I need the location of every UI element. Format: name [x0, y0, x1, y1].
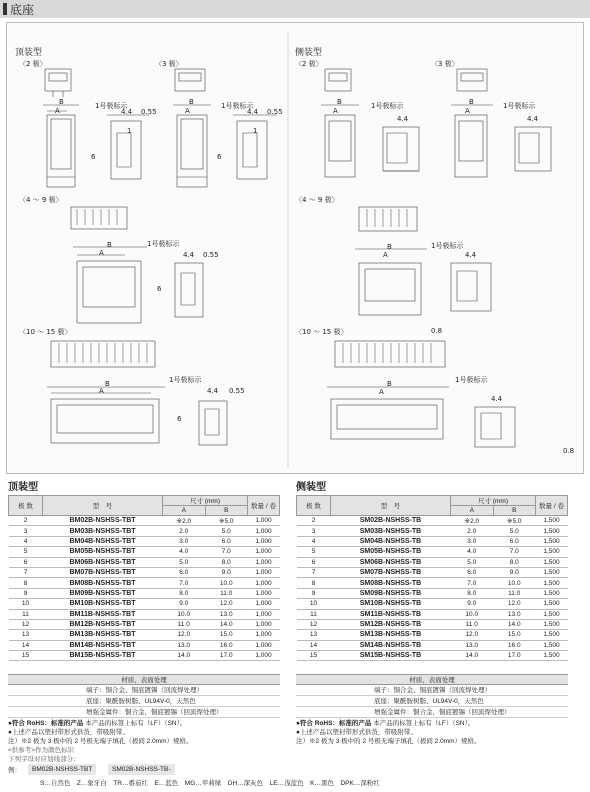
dim-a-label: A [99, 387, 104, 395]
dim-b-cell: 10.0 [205, 578, 248, 588]
dim-a-cell: 10.0 [451, 609, 494, 619]
color-code-list: S…自然色 Z…象牙白 TR…番茄红 E…蓝色 MG…苹莉绿 DH…深灰色 LE…浅蓝色 K…黑色 DPK…深粉红 [40, 780, 380, 787]
dim-b-cell: 8.0 [205, 557, 248, 567]
dim-b-cell: 17.0 [493, 651, 536, 661]
dim-b-cell: 5.0 [205, 526, 248, 536]
qty-cell: 1,000 [248, 578, 280, 588]
poles-cell: 5 [297, 547, 331, 557]
material-terminal: 端子：铜合金、铜底镀锡（回流焊处理） [296, 685, 568, 696]
qty-cell: 1,500 [536, 557, 568, 567]
col-model-header: 型 号 [43, 496, 163, 516]
side-4-9pole-label: 〈4 ～ 9 极〉 [295, 196, 339, 204]
qty-cell: 1,500 [536, 547, 568, 557]
table-row [297, 536, 568, 546]
dim-1-label: 1 [253, 127, 258, 135]
dim-b-label: B [105, 380, 110, 388]
qty-cell: 1,000 [248, 651, 280, 661]
dim-a-cell: 6.0 [163, 567, 206, 577]
material-reinforce: 增强金属件：铜合金，铜底镀锡（回流焊处理） [8, 707, 280, 718]
top-10-15pole-label: 〈10 ～ 15 极〉 [19, 328, 72, 336]
model-cell: BM13B-NSHSS-TBT [43, 630, 163, 640]
dim-b-cell: 12.0 [205, 599, 248, 609]
qty-cell: 1,500 [536, 630, 568, 640]
dim-b-label: B [387, 380, 392, 388]
dim-b-label: B [337, 98, 342, 106]
dim-b-cell: 14.0 [205, 619, 248, 629]
table-row [297, 516, 568, 526]
poles-cell: 6 [9, 557, 43, 567]
model-cell: BM02B-NSHSS-TBT [43, 516, 163, 526]
dim-b-label: B [469, 98, 474, 106]
dim-a-cell: 12.0 [163, 630, 206, 640]
side-mount-spec-table [296, 495, 568, 661]
tape-note: ●上述产品以塑封带形式供货，带吸附带。 [296, 729, 417, 736]
top-mount-table-title: 顶装型 [8, 482, 38, 493]
dim-6-label: 6 [177, 415, 182, 423]
dim-6-label: 6 [217, 153, 222, 161]
side-mount-table-title: 侧装型 [296, 482, 326, 493]
qty-cell: 1,500 [536, 588, 568, 598]
col-size-header: 尺寸 (mm) [163, 496, 248, 506]
model-cell: BM04B-NSHSS-TBT [43, 536, 163, 546]
dim-4-4-label: 4.4 [465, 251, 477, 259]
col-poles-header: 极 数 [9, 496, 43, 516]
color-ref-desc: 下列字母对应划线部分： [8, 756, 80, 763]
table-row [297, 599, 568, 609]
dim-4-4-label: 4.4 [207, 387, 219, 395]
qty-cell: 1,500 [536, 567, 568, 577]
model-cell: SM08B-NSHSS-TB [331, 578, 451, 588]
poles-cell: 8 [297, 578, 331, 588]
pin1-mark-label: 1号极标示 [169, 376, 202, 384]
dim-b-cell: 9.0 [205, 567, 248, 577]
model-cell: BM10B-NSHSS-TBT [43, 599, 163, 609]
qty-cell: 1,500 [536, 599, 568, 609]
poles-cell: 9 [9, 588, 43, 598]
model-cell: SM12B-NSHSS-TB [331, 619, 451, 629]
dim-a-cell: 4.0 [163, 547, 206, 557]
qty-cell: 1,500 [536, 651, 568, 661]
qty-cell: 1,000 [248, 599, 280, 609]
table-row [9, 640, 280, 650]
poles-cell: 11 [9, 609, 43, 619]
qty-cell: 1,000 [248, 588, 280, 598]
poles-cell: 12 [297, 619, 331, 629]
page-header [0, 0, 590, 18]
dim-b-cell: 15.0 [205, 630, 248, 640]
dim-b-cell: 17.0 [205, 651, 248, 661]
pin1-mark-label: 1号极标示 [221, 102, 254, 110]
dim-b-cell: ※5.0 [493, 516, 536, 526]
dim-b-cell: 11.0 [205, 588, 248, 598]
dim-0-55-label: 0.55 [267, 108, 283, 116]
poles-cell: 4 [297, 536, 331, 546]
table-row [9, 651, 280, 661]
dim-a-cell: 11.0 [451, 619, 494, 629]
model-cell: BM08B-NSHSS-TBT [43, 578, 163, 588]
table-row [297, 557, 568, 567]
model-cell: BM05B-NSHSS-TBT [43, 547, 163, 557]
rohs-label: ●符合 RoHS：标准的产品 [8, 720, 84, 727]
dim-4-4-label: 4.4 [183, 251, 195, 259]
dim-a-cell: 2.0 [163, 526, 206, 536]
dim-b-cell: 5.0 [493, 526, 536, 536]
model-cell: SM13B-NSHSS-TB [331, 630, 451, 640]
poles-cell: 2 [9, 516, 43, 526]
dim-6-label: 6 [91, 153, 96, 161]
poles-cell: 13 [9, 630, 43, 640]
dim-4-4-label: 4.4 [121, 108, 133, 116]
qty-cell: 1,500 [536, 619, 568, 629]
dim-b-cell: 9.0 [493, 567, 536, 577]
dim-b-cell: 16.0 [493, 640, 536, 650]
example-side-model: SM02B-NSHSS-TB- [108, 764, 175, 775]
dim-b-cell: ※5.0 [205, 516, 248, 526]
dim-a-cell: 10.0 [163, 609, 206, 619]
dim-a-cell: 13.0 [451, 640, 494, 650]
dim-4-4-label: 4.4 [491, 395, 503, 403]
model-cell: BM03B-NSHSS-TBT [43, 526, 163, 536]
top-2pole-label: 〈2 极〉 [19, 60, 47, 68]
rohs-note [8, 718, 186, 727]
qty-cell: 1,500 [536, 578, 568, 588]
rohs-label: ●符合 RoHS：标准的产品 [296, 720, 372, 727]
col-b-header: B [205, 506, 248, 516]
side-material-box [296, 674, 568, 718]
dim-a-cell: 7.0 [163, 578, 206, 588]
qty-cell: 1,000 [248, 557, 280, 567]
model-cell: BM14B-NSHSS-TBT [43, 640, 163, 650]
col-model-header: 型 号 [331, 496, 451, 516]
poles-cell: 9 [297, 588, 331, 598]
dim-a-cell: 5.0 [451, 557, 494, 567]
dim-a-label: A [379, 388, 384, 396]
col-a-header: A [163, 506, 206, 516]
dim-b-label: B [387, 243, 392, 251]
pin1-mark-label: 1号极标示 [95, 102, 128, 110]
table-row [9, 588, 280, 598]
example-label: 例： [8, 767, 21, 774]
qty-cell: 1,000 [248, 609, 280, 619]
poles-cell: 8 [9, 578, 43, 588]
dim-a-cell: 2.0 [451, 526, 494, 536]
dim-b-cell: 14.0 [493, 619, 536, 629]
side-10-15pole-label: 〈10 ～ 15 极〉 [295, 328, 348, 336]
dim-a-label: A [185, 107, 190, 115]
table-row [9, 547, 280, 557]
dim-a-label: A [55, 107, 60, 115]
tape-note: ●上述产品以塑封带形式供货，带吸附带。 [8, 729, 129, 736]
rohs-text: 本产品的标签上标有（LF）（SN）。 [85, 720, 187, 727]
qty-cell: 1,500 [536, 516, 568, 526]
poles-cell: 2 [297, 516, 331, 526]
rohs-note [296, 718, 474, 727]
dim-6-label: 6 [157, 285, 162, 293]
model-cell: SM07B-NSHSS-TB [331, 567, 451, 577]
rohs-text: 本产品的标签上标有（LF）（SN）。 [373, 720, 475, 727]
side-2pole-label: 〈2 极〉 [295, 60, 323, 68]
top-3pole-label: 〈3 极〉 [155, 60, 183, 68]
dim-b-label: B [107, 241, 112, 249]
table-row [9, 609, 280, 619]
top-material-box [8, 674, 280, 718]
dim-a-cell: 12.0 [451, 630, 494, 640]
dim-b-cell: 7.0 [493, 547, 536, 557]
dim-4-4-label: 4.4 [397, 115, 409, 123]
poles-cell: 3 [9, 526, 43, 536]
material-heading: 材质、表面处理 [296, 674, 568, 685]
model-cell: SM03B-NSHSS-TB [331, 526, 451, 536]
material-heading: 材质、表面处理 [8, 674, 280, 685]
table-row [297, 609, 568, 619]
connector-drawings [7, 23, 585, 475]
example-top-model: BM02B-NSHSS-TBT [28, 764, 96, 775]
model-cell: SM05B-NSHSS-TB [331, 547, 451, 557]
table-row [297, 588, 568, 598]
table-row [9, 630, 280, 640]
material-housing: 底座：聚酰胺树脂、UL94V-0，天然色 [296, 696, 568, 707]
remark-note: 注）※2 极为 3 极中的 2 号极无端子填孔（极间 2.0mm）规格。 [8, 738, 193, 745]
model-cell: SM15B-NSHSS-TB [331, 651, 451, 661]
poles-cell: 3 [297, 526, 331, 536]
remark-note: 注）※2 极为 3 极中的 2 号极无端子填孔（极间 2.0mm）规格。 [296, 738, 481, 745]
pin1-mark-label: 1号极标示 [147, 240, 180, 248]
dim-b-label: B [59, 98, 64, 106]
dim-a-cell: 6.0 [451, 567, 494, 577]
poles-cell: 12 [9, 619, 43, 629]
model-cell: BM15B-NSHSS-TBT [43, 651, 163, 661]
col-a-header: A [451, 506, 494, 516]
qty-cell: 1,000 [248, 567, 280, 577]
model-cell: BM11B-NSHSS-TBT [43, 609, 163, 619]
dim-b-cell: 13.0 [493, 609, 536, 619]
poles-cell: 4 [9, 536, 43, 546]
dim-0-55-label: 0.55 [229, 387, 245, 395]
dim-a-cell: 5.0 [163, 557, 206, 567]
poles-cell: 7 [297, 567, 331, 577]
table-row [9, 619, 280, 629]
qty-cell: 1,000 [248, 516, 280, 526]
model-cell: BM12B-NSHSS-TBT [43, 619, 163, 629]
dim-a-cell: 3.0 [451, 536, 494, 546]
dim-b-cell: 7.0 [205, 547, 248, 557]
table-row [297, 651, 568, 661]
model-cell: BM06B-NSHSS-TBT [43, 557, 163, 567]
poles-cell: 10 [9, 599, 43, 609]
dim-b-cell: 15.0 [493, 630, 536, 640]
table-row [9, 599, 280, 609]
dim-a-cell: 11.0 [163, 619, 206, 629]
model-cell: BM09B-NSHSS-TBT [43, 588, 163, 598]
qty-cell: 1,000 [248, 640, 280, 650]
dim-0-8-label: 0.8 [563, 447, 575, 455]
pin1-mark-label: 1号极标示 [371, 102, 404, 110]
col-poles-header: 极 数 [297, 496, 331, 516]
qty-cell: 1,000 [248, 547, 280, 557]
pin1-mark-label: 1号极标示 [503, 102, 536, 110]
dim-a-cell: 8.0 [451, 588, 494, 598]
dim-a-cell: 14.0 [451, 651, 494, 661]
table-row [297, 526, 568, 536]
table-row [297, 640, 568, 650]
qty-cell: 1,000 [248, 526, 280, 536]
color-ref-title: <供参考>作为颜色标识 [8, 747, 75, 754]
model-cell: SM14B-NSHSS-TB [331, 640, 451, 650]
top-mount-section-label: 顶装型 [15, 48, 43, 58]
qty-cell: 1,500 [536, 609, 568, 619]
table-row [297, 578, 568, 588]
side-mount-section-label: 侧装型 [295, 48, 323, 58]
table-row [9, 526, 280, 536]
dim-1-label: 1 [127, 127, 132, 135]
poles-cell: 11 [297, 609, 331, 619]
material-housing: 底座：聚酰胺树脂、UL94V-0，天然色 [8, 696, 280, 707]
table-row [297, 547, 568, 557]
dim-b-cell: 8.0 [493, 557, 536, 567]
dim-4-4-label: 4.4 [247, 108, 259, 116]
dim-a-label: A [99, 249, 104, 257]
table-row [297, 619, 568, 629]
dim-b-cell: 16.0 [205, 640, 248, 650]
dim-a-label: A [465, 107, 470, 115]
table-row [9, 536, 280, 546]
col-qty-header: 数量 / 卷 [536, 496, 568, 516]
page-title: 底座 [10, 3, 35, 17]
dim-a-cell: 8.0 [163, 588, 206, 598]
poles-cell: 13 [297, 630, 331, 640]
table-row [9, 578, 280, 588]
col-qty-header: 数量 / 卷 [248, 496, 280, 516]
dim-b-cell: 11.0 [493, 588, 536, 598]
dim-b-cell: 12.0 [493, 599, 536, 609]
qty-cell: 1,500 [536, 526, 568, 536]
dim-a-cell: ※2.0 [451, 516, 494, 526]
header-marker-icon [3, 3, 7, 15]
poles-cell: 10 [297, 599, 331, 609]
dim-b-cell: 6.0 [493, 536, 536, 546]
dim-0-55-label: 0.55 [203, 251, 219, 259]
qty-cell: 1,500 [536, 640, 568, 650]
qty-cell: 1,000 [248, 630, 280, 640]
dim-4-4-label: 4.4 [527, 115, 539, 123]
top-4-9pole-label: 〈4 ～ 9 极〉 [19, 196, 63, 204]
dim-b-label: B [189, 98, 194, 106]
poles-cell: 14 [9, 640, 43, 650]
model-cell: BM07B-NSHSS-TBT [43, 567, 163, 577]
drawing-panel [6, 22, 584, 474]
poles-cell: 7 [9, 567, 43, 577]
model-cell: SM04B-NSHSS-TB [331, 536, 451, 546]
col-size-header: 尺寸 (mm) [451, 496, 536, 506]
pin1-mark-label: 1号极标示 [455, 376, 488, 384]
model-cell: SM10B-NSHSS-TB [331, 599, 451, 609]
dim-a-cell: 7.0 [451, 578, 494, 588]
dim-a-cell: 9.0 [163, 599, 206, 609]
col-b-header: B [493, 506, 536, 516]
table-row [9, 567, 280, 577]
dim-b-cell: 10.0 [493, 578, 536, 588]
model-cell: SM11B-NSHSS-TB [331, 609, 451, 619]
poles-cell: 5 [9, 547, 43, 557]
table-row [9, 557, 280, 567]
side-3pole-label: 〈3 极〉 [431, 60, 459, 68]
material-reinforce: 增强金属件：铜合金，铜底镀锡（回流焊处理） [296, 707, 568, 718]
pin1-mark-label: 1号极标示 [431, 242, 464, 250]
dim-a-cell: ※2.0 [163, 516, 206, 526]
poles-cell: 6 [297, 557, 331, 567]
qty-cell: 1,500 [536, 536, 568, 546]
poles-cell: 14 [297, 640, 331, 650]
dim-a-cell: 9.0 [451, 599, 494, 609]
poles-cell: 15 [9, 651, 43, 661]
dim-a-cell: 4.0 [451, 547, 494, 557]
model-cell: SM09B-NSHSS-TB [331, 588, 451, 598]
table-row [9, 516, 280, 526]
table-row [297, 630, 568, 640]
qty-cell: 1,000 [248, 536, 280, 546]
dim-b-cell: 6.0 [205, 536, 248, 546]
dim-a-label: A [333, 107, 338, 115]
dim-b-cell: 13.0 [205, 609, 248, 619]
table-row [297, 567, 568, 577]
top-mount-spec-table [8, 495, 280, 661]
poles-cell: 15 [297, 651, 331, 661]
qty-cell: 1,000 [248, 619, 280, 629]
model-cell: SM06B-NSHSS-TB [331, 557, 451, 567]
model-cell: SM02B-NSHSS-TB [331, 516, 451, 526]
dim-a-label: A [383, 251, 388, 259]
dim-a-cell: 14.0 [163, 651, 206, 661]
dim-0-8-label: 0.8 [431, 327, 443, 335]
dim-a-cell: 13.0 [163, 640, 206, 650]
dim-0-55-label: 0.55 [141, 108, 157, 116]
material-terminal: 端子：铜合金、铜底镀锡（回流焊处理） [8, 685, 280, 696]
dim-a-cell: 3.0 [163, 536, 206, 546]
